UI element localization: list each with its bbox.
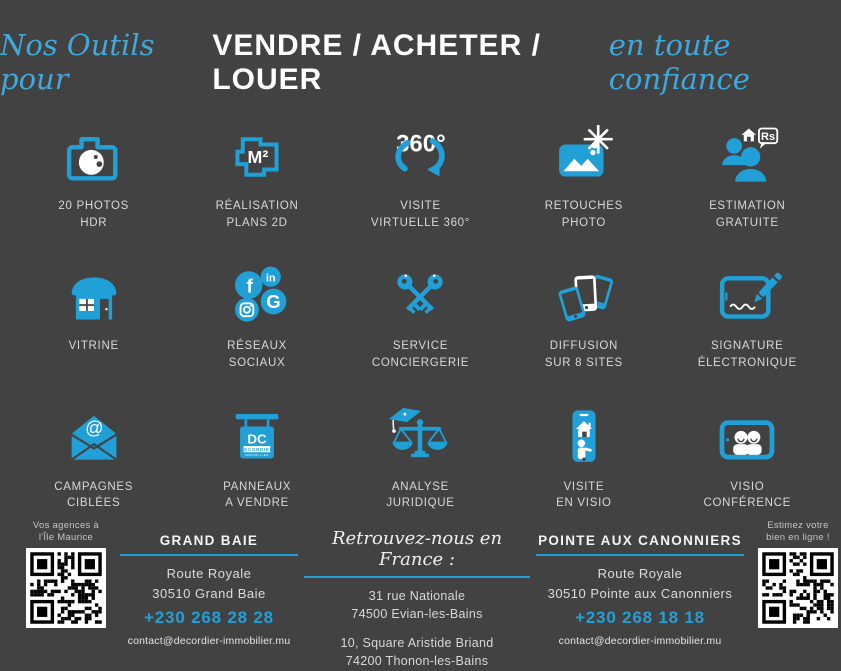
tool-diffusion-sites bbox=[502, 253, 665, 371]
video-conference-icon bbox=[711, 408, 783, 470]
estimate-qr-block bbox=[750, 520, 841, 628]
tool-campagnes-ciblees bbox=[12, 394, 175, 512]
france-offices-block bbox=[304, 528, 530, 671]
agency-email: contact@decordier-immobilier.mu bbox=[127, 635, 291, 648]
title-script-right: en toute confiance bbox=[608, 28, 750, 96]
tool-label: VISITE VIRTUELLE 360° bbox=[370, 200, 471, 229]
agency-grand-baie bbox=[120, 533, 298, 647]
svg-text:IMMOBILIER: IMMOBILIER bbox=[244, 453, 270, 457]
social-networks-icon bbox=[223, 263, 291, 329]
tool-visite-en-visio bbox=[502, 394, 665, 512]
agency-email: contact@decordier-immobilier.mu bbox=[558, 635, 722, 648]
agency-address: Route Royale 30510 Pointe aux Canonniers bbox=[547, 566, 733, 601]
france-address-thonon: 10, Square Aristide Briand 74200 Thonon-les-Bains bbox=[340, 636, 494, 669]
estimate-qr-caption: Estimez votre bien en ligne ! bbox=[766, 520, 830, 544]
instagram-icon bbox=[235, 298, 259, 322]
accent-underline bbox=[304, 576, 530, 578]
tool-label: RÉALISATION PLANS 2D bbox=[215, 200, 299, 229]
camera-icon bbox=[60, 125, 128, 189]
svg-text:f: f bbox=[246, 276, 253, 298]
photo-retouch-icon bbox=[549, 125, 619, 189]
agency-phone: +230 268 18 18 bbox=[575, 608, 705, 628]
tool-retouches-photo bbox=[502, 113, 665, 231]
tool-estimation-gratuite bbox=[666, 113, 829, 231]
svg-text:Rs: Rs bbox=[761, 130, 776, 143]
svg-text:M²: M² bbox=[247, 147, 269, 168]
agency-pointe-aux-canonniers bbox=[536, 533, 744, 647]
svg-text:@: @ bbox=[84, 417, 103, 438]
for-sale-sign-icon bbox=[224, 406, 290, 470]
tool-label: 20 PHOTOS HDR bbox=[58, 200, 130, 229]
mauritius-agencies-qr-code bbox=[26, 548, 106, 628]
svg-text:DC: DC bbox=[247, 431, 267, 447]
tool-panneaux-a-vendre bbox=[175, 394, 338, 512]
tool-label: PANNEAUX A VENDRE bbox=[223, 480, 292, 510]
tool-plans-2d bbox=[175, 113, 338, 231]
title-main: VENDRE / ACHETER / LOUER bbox=[212, 29, 541, 96]
mauritius-qr-caption: Vos agences à l'Île Maurice bbox=[32, 520, 100, 544]
france-heading: Retrouvez-nous en France : bbox=[331, 528, 503, 571]
tool-label: VISITE EN VISIO bbox=[556, 480, 612, 510]
floor-plan-icon bbox=[223, 125, 291, 189]
tool-analyse-juridique bbox=[339, 394, 502, 512]
tool-label: DIFFUSION SUR 8 SITES bbox=[544, 340, 623, 370]
mauritius-qr-block bbox=[18, 520, 114, 628]
title-script-left: Nos Outils pour bbox=[0, 28, 155, 96]
tool-label: VITRINE bbox=[68, 340, 119, 353]
tool-service-conciergerie bbox=[339, 253, 502, 371]
tool-20-photos-hdr bbox=[12, 113, 175, 231]
tool-label: ESTIMATION GRATUITE bbox=[709, 200, 786, 229]
storefront-icon bbox=[60, 267, 128, 329]
tool-visio-conference bbox=[666, 394, 829, 512]
estimate-online-qr-code bbox=[758, 548, 838, 628]
tool-reseaux-sociaux bbox=[175, 253, 338, 371]
svg-text:in: in bbox=[265, 272, 276, 285]
accent-underline bbox=[120, 554, 298, 556]
estimation-icon bbox=[711, 123, 783, 189]
tool-label: RETOUCHES PHOTO bbox=[544, 200, 624, 229]
svg-text:DECORDIER: DECORDIER bbox=[240, 446, 274, 452]
svg-text:360°: 360° bbox=[396, 130, 447, 158]
agency-address: Route Royale 30510 Grand Baie bbox=[152, 566, 266, 601]
agency-name: POINTE AUX CANONNIERS bbox=[538, 533, 742, 549]
tool-visite-virtuelle bbox=[339, 113, 502, 231]
rupee-bubble-icon bbox=[759, 129, 777, 149]
tool-label: SIGNATURE ÉLECTRONIQUE bbox=[697, 340, 797, 370]
email-campaign-icon bbox=[60, 408, 128, 470]
tool-label: VISIO CONFÉRENCE bbox=[703, 480, 792, 510]
svg-text:G: G bbox=[266, 291, 281, 313]
page-title bbox=[0, 0, 841, 97]
tools-grid bbox=[0, 97, 841, 512]
tool-label: CAMPAGNES CIBLÉES bbox=[54, 480, 134, 510]
legal-scales-icon bbox=[384, 404, 456, 470]
tool-vitrine bbox=[12, 253, 175, 371]
e-signature-icon bbox=[711, 265, 783, 329]
crossed-keys-icon bbox=[385, 265, 455, 329]
tool-signature-electronique bbox=[666, 253, 829, 371]
tool-label: RÉSEAUX SOCIAUX bbox=[227, 340, 288, 370]
agency-phone: +230 268 28 28 bbox=[144, 608, 274, 628]
tool-label: SERVICE CONCIERGERIE bbox=[371, 340, 470, 370]
tool-label: ANALYSE JURIDIQUE bbox=[386, 480, 455, 510]
agency-name: GRAND BAIE bbox=[159, 533, 259, 549]
house-bubble-icon bbox=[742, 129, 757, 142]
accent-underline bbox=[536, 554, 744, 556]
video-visit-icon bbox=[552, 404, 616, 470]
multi-devices-icon bbox=[549, 265, 619, 329]
footer bbox=[0, 512, 841, 671]
france-address-evian: 31 rue Nationale 74500 Evian-les-Bains bbox=[351, 589, 483, 622]
360-degrees-icon bbox=[384, 125, 456, 189]
